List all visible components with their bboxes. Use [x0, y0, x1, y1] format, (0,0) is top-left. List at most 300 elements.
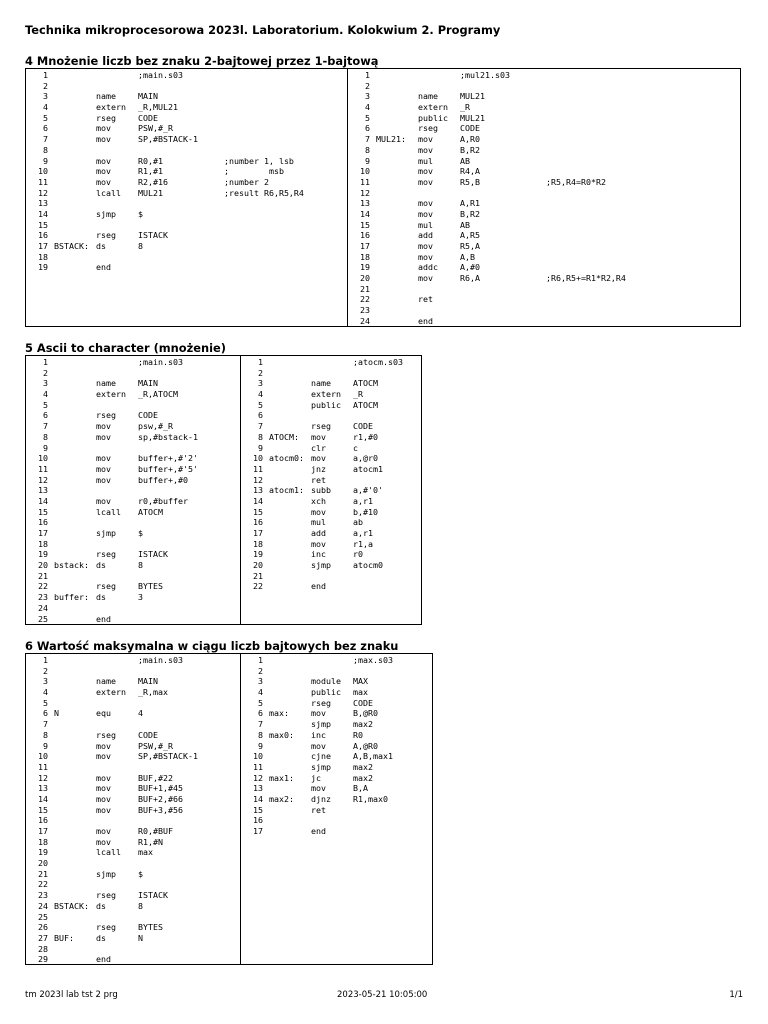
code-line	[241, 368, 421, 379]
operand: r1,a	[353, 538, 373, 549]
line-number: 15	[253, 804, 263, 815]
code-line	[241, 773, 432, 784]
mnemonic: mul	[311, 517, 326, 528]
code-line	[26, 368, 240, 379]
mnemonic: end	[96, 954, 111, 965]
operand: 4	[138, 708, 143, 719]
line-number: 23	[360, 305, 370, 316]
operand: max2	[353, 719, 373, 730]
mnemonic: rseg	[96, 581, 116, 592]
code-line	[26, 890, 240, 901]
mul21-s03-listing	[347, 69, 740, 326]
line-number: 10	[253, 751, 263, 762]
code-line	[26, 666, 240, 677]
code-line	[241, 762, 432, 773]
line-number: 17	[38, 528, 48, 538]
comment: ;result R6,R5,R4	[224, 187, 304, 198]
code-line	[241, 826, 432, 837]
line-number: 6	[43, 708, 48, 719]
code-line	[241, 805, 432, 816]
mnemonic: public	[311, 687, 341, 698]
operand: max2	[353, 772, 373, 783]
line-number: 23	[38, 890, 48, 901]
code-line	[26, 922, 240, 933]
mnemonic: extern	[96, 389, 126, 400]
operand: $	[138, 208, 143, 219]
line-number: 9	[43, 740, 48, 751]
operand: B,A	[353, 783, 368, 794]
code-line	[26, 156, 347, 167]
mnemonic: mov	[311, 708, 326, 719]
operand: 8	[138, 900, 143, 911]
code-line	[26, 198, 347, 209]
line-number: 25	[38, 911, 48, 922]
mnemonic: mov	[418, 144, 433, 155]
mnemonic: sjmp	[311, 719, 331, 730]
line-number: 22	[38, 879, 48, 890]
mnemonic: mov	[311, 506, 326, 517]
operand: 3	[138, 592, 143, 603]
code-line	[26, 794, 240, 805]
operand: atocm0	[353, 560, 383, 571]
line-number: 12	[253, 474, 263, 485]
code-line	[26, 252, 347, 263]
operand: psw,#_R	[138, 421, 173, 432]
code-line	[241, 794, 432, 805]
operand: PSW,#_R	[138, 740, 173, 751]
code-line	[241, 410, 421, 421]
mnemonic: extern	[96, 687, 126, 698]
line-number: 2	[43, 80, 48, 91]
code-line	[241, 528, 421, 539]
operand: ATOCM	[353, 378, 378, 389]
mnemonic: jc	[311, 772, 321, 783]
line-number: 18	[38, 538, 48, 549]
mnemonic: sjmp	[96, 208, 116, 219]
line-number: 24	[38, 900, 48, 911]
code-line	[26, 730, 240, 741]
line-number: 6	[365, 123, 370, 134]
atocm-s03-listing	[240, 356, 421, 624]
operand: buffer+,#'2'	[138, 453, 198, 464]
mnemonic: mov	[96, 463, 111, 474]
mnemonic: mov	[96, 836, 111, 847]
code-line	[26, 741, 240, 752]
mnemonic: mul	[418, 219, 433, 230]
line-number: 17	[38, 826, 48, 836]
code-line	[26, 188, 347, 199]
mnemonic: rseg	[96, 230, 116, 241]
code-line	[26, 858, 240, 869]
code-line	[26, 549, 240, 560]
mnemonic: mov	[311, 538, 326, 549]
footer-page-number: 1/1	[729, 990, 743, 1000]
mnemonic: mov	[311, 431, 326, 442]
code-line	[26, 698, 240, 709]
operand: ISTACK	[138, 890, 168, 901]
mnemonic: sjmp	[311, 560, 331, 571]
code-line	[26, 837, 240, 848]
line-number: 5	[365, 112, 370, 123]
label: BSTACK:	[54, 900, 89, 911]
mnemonic: rseg	[96, 890, 116, 901]
operand: _R,MUL21	[138, 102, 178, 113]
line-number: 20	[38, 560, 48, 571]
code-line	[26, 123, 347, 134]
line-number: 13	[38, 198, 48, 209]
line-number: 15	[38, 219, 48, 230]
code-line	[241, 539, 421, 550]
line-number: 9	[258, 740, 263, 751]
code-line	[26, 166, 347, 177]
comment: ;R5,R4=R0*R2	[546, 176, 606, 187]
line-number: 16	[38, 815, 48, 826]
code-line	[241, 421, 421, 432]
operand: N	[138, 932, 143, 943]
mnemonic: mov	[96, 123, 111, 134]
mnemonic: mov	[96, 740, 111, 751]
operand: ISTACK	[138, 549, 168, 560]
label: bstack:	[54, 560, 89, 571]
line-number: 20	[360, 273, 370, 284]
line-number: 15	[253, 506, 263, 517]
line-number: 11	[360, 176, 370, 187]
code-line	[241, 676, 432, 687]
line-number: 2	[365, 80, 370, 91]
mnemonic: lcall	[96, 187, 121, 198]
mnemonic: mul	[418, 155, 433, 166]
line-number: 7	[258, 421, 263, 432]
code-line	[241, 443, 421, 454]
code-line	[26, 571, 240, 582]
code-line	[26, 507, 240, 518]
operand: R5,B	[460, 176, 480, 187]
operand: a,r1	[353, 528, 373, 538]
comment: ;number 1, lsb	[224, 155, 294, 166]
mnemonic: ret	[311, 804, 326, 815]
code-line	[26, 592, 240, 603]
line-number: 5	[43, 697, 48, 708]
operand: MAIN	[138, 676, 158, 687]
code-line	[26, 901, 240, 912]
operand: MAIN	[138, 378, 158, 389]
operand: A,#0	[460, 262, 480, 273]
line-number: 5	[258, 399, 263, 410]
operand: A,R0	[460, 134, 480, 145]
code-line	[348, 198, 740, 209]
operand: _R,ATOCM	[138, 389, 178, 400]
main-s03-listing	[26, 654, 240, 964]
mnemonic: lcall	[96, 847, 121, 858]
line-number: 3	[43, 378, 48, 389]
line-number: 8	[258, 729, 263, 740]
mnemonic: add	[418, 230, 433, 241]
mnemonic: rseg	[311, 697, 331, 708]
code-line	[348, 220, 740, 231]
mnemonic: mov	[418, 208, 433, 219]
mnemonic: equ	[96, 708, 111, 719]
line-number: 16	[253, 517, 263, 528]
line-number: 11	[38, 761, 48, 772]
mnemonic: mov	[96, 134, 111, 145]
label: max:	[269, 708, 289, 719]
line-number: 21	[38, 570, 48, 581]
section-6-code-table	[25, 653, 433, 965]
code-line	[26, 719, 240, 730]
line-number: 2	[43, 367, 48, 378]
code-line	[241, 719, 432, 730]
code-line	[26, 560, 240, 571]
operand: AB	[460, 219, 470, 230]
line-number: 4	[365, 102, 370, 113]
line-number: 11	[38, 463, 48, 474]
code-line	[348, 177, 740, 188]
mnemonic: inc	[311, 729, 326, 740]
operand: R1,max0	[353, 793, 388, 804]
operand: BYTES	[138, 922, 163, 933]
code-line	[241, 815, 432, 826]
line-number: 18	[253, 538, 263, 549]
code-line	[26, 528, 240, 539]
mnemonic: mov	[418, 176, 433, 187]
code-line	[348, 156, 740, 167]
operand: R0,#1	[138, 155, 163, 166]
code-line	[241, 357, 421, 368]
label: atocm0:	[269, 453, 304, 464]
mnemonic: public	[418, 112, 448, 123]
mnemonic: mov	[418, 134, 433, 145]
operand: CODE	[138, 112, 158, 123]
code-line	[26, 539, 240, 550]
code-line	[348, 166, 740, 177]
operand: r0	[353, 549, 363, 560]
main-s03-listing	[26, 69, 347, 326]
code-line	[26, 847, 240, 858]
line-number: 22	[360, 294, 370, 305]
mnemonic: mov	[96, 155, 111, 166]
line-number: 24	[360, 315, 370, 326]
line-number: 9	[43, 155, 48, 166]
code-line	[26, 517, 240, 528]
mnemonic: module	[311, 676, 341, 687]
line-number: 20	[38, 858, 48, 869]
code-line	[26, 134, 347, 145]
code-line	[348, 209, 740, 220]
mnemonic: ret	[311, 474, 326, 485]
line-number: 12	[360, 187, 370, 198]
line-number: 22	[253, 581, 263, 592]
mnemonic: mov	[96, 772, 111, 783]
code-line	[26, 443, 240, 454]
operand: R0	[353, 729, 363, 740]
label: N	[54, 708, 59, 719]
code-line	[348, 262, 740, 273]
mnemonic: mov	[418, 198, 433, 209]
code-line	[26, 230, 347, 241]
mnemonic: add	[311, 528, 326, 538]
line-number: 8	[43, 729, 48, 740]
mnemonic: name	[96, 378, 116, 389]
code-line	[241, 464, 421, 475]
line-number: 7	[258, 719, 263, 730]
line-number: 10	[38, 751, 48, 762]
mnemonic: mov	[96, 453, 111, 464]
operand: CODE	[460, 123, 480, 134]
line-number: 11	[253, 463, 263, 474]
section-4-heading: 4 Mnożenie liczb bez znaku 2-bajtowej przez 1-bajtową	[25, 54, 379, 68]
line-number: 10	[360, 166, 370, 177]
code-line	[348, 70, 740, 81]
code-line	[348, 188, 740, 199]
operand: BUF+3,#56	[138, 804, 183, 815]
line-number: 4	[43, 687, 48, 698]
line-number: 4	[43, 102, 48, 113]
mnemonic: rseg	[311, 421, 331, 432]
line-number: 19	[360, 262, 370, 273]
mnemonic: rseg	[418, 123, 438, 134]
label: BUF:	[54, 932, 74, 943]
operand: ;mul21.s03	[460, 70, 510, 80]
max-s03-listing	[240, 654, 432, 964]
code-line	[348, 102, 740, 113]
section-6-heading: 6 Wartość maksymalna w ciągu liczb bajtowych bez znaku	[25, 639, 399, 653]
code-line	[348, 316, 740, 327]
code-line	[26, 944, 240, 955]
label: max0:	[269, 729, 294, 740]
line-number: 16	[253, 815, 263, 826]
mnemonic: mov	[96, 751, 111, 762]
line-number: 15	[38, 804, 48, 815]
line-number: 27	[38, 932, 48, 943]
mnemonic: cjne	[311, 751, 331, 762]
code-line	[26, 869, 240, 880]
code-line	[241, 507, 421, 518]
mnemonic: ds	[96, 900, 106, 911]
operand: buffer+,#'5'	[138, 463, 198, 474]
code-line	[348, 113, 740, 124]
operand: c	[353, 442, 358, 453]
line-number: 11	[38, 176, 48, 187]
code-line	[241, 730, 432, 741]
code-line	[241, 666, 432, 677]
code-line	[26, 912, 240, 923]
mnemonic: sjmp	[311, 761, 331, 772]
line-number: 12	[253, 772, 263, 783]
line-number: 22	[38, 581, 48, 592]
operand: b,#10	[353, 506, 378, 517]
mnemonic: mov	[418, 166, 433, 177]
label: atocm1:	[269, 485, 304, 496]
code-line	[26, 432, 240, 443]
line-number: 6	[43, 410, 48, 421]
label: ATOCM:	[269, 431, 299, 442]
line-number: 13	[253, 783, 263, 794]
mnemonic: ds	[96, 560, 106, 571]
mnemonic: rseg	[96, 112, 116, 123]
operand: MUL21	[460, 112, 485, 123]
code-line	[241, 389, 421, 400]
line-number: 1	[43, 357, 48, 367]
code-line	[26, 475, 240, 486]
operand: B,R2	[460, 208, 480, 219]
mnemonic: mov	[418, 273, 433, 284]
operand: _R	[353, 389, 363, 400]
line-number: 7	[43, 134, 48, 145]
code-line	[26, 145, 347, 156]
code-line	[241, 741, 432, 752]
line-number: 10	[38, 453, 48, 464]
code-line	[26, 708, 240, 719]
mnemonic: mov	[311, 740, 326, 751]
operand: max	[138, 847, 153, 858]
mnemonic: addc	[418, 262, 438, 273]
line-number: 7	[365, 134, 370, 145]
mnemonic: subb	[311, 485, 331, 496]
line-number: 13	[360, 198, 370, 209]
code-line	[26, 357, 240, 368]
line-number: 3	[258, 676, 263, 687]
line-number: 12	[38, 187, 48, 198]
line-number: 5	[258, 697, 263, 708]
line-number: 9	[365, 155, 370, 166]
operand: max	[353, 687, 368, 698]
line-number: 1	[43, 655, 48, 665]
operand: ;main.s03	[138, 357, 183, 367]
line-number: 23	[38, 592, 48, 603]
code-line	[26, 421, 240, 432]
mnemonic: name	[96, 91, 116, 102]
line-number: 2	[258, 665, 263, 676]
line-number: 9	[43, 442, 48, 453]
mnemonic: lcall	[96, 506, 121, 517]
code-line	[26, 496, 240, 507]
mnemonic: mov	[96, 495, 111, 506]
line-number: 13	[253, 485, 263, 496]
line-number: 24	[38, 602, 48, 613]
code-line	[348, 145, 740, 156]
line-number: 14	[253, 793, 263, 804]
code-line	[26, 783, 240, 794]
mnemonic: name	[418, 91, 438, 102]
comment: ;number 2	[224, 176, 269, 187]
mnemonic: rseg	[96, 729, 116, 740]
operand: R1,#1	[138, 166, 163, 177]
code-line	[26, 91, 347, 102]
line-number: 21	[38, 868, 48, 879]
operand: _R	[460, 102, 470, 113]
mnemonic: mov	[311, 783, 326, 794]
line-number: 5	[43, 399, 48, 410]
section-5-heading: 5 Ascii to character (mnożenie)	[25, 341, 226, 355]
code-line	[241, 432, 421, 443]
line-number: 13	[38, 485, 48, 496]
line-number: 3	[43, 91, 48, 102]
operand: R4,A	[460, 166, 480, 177]
code-line	[241, 400, 421, 411]
code-line	[26, 389, 240, 400]
line-number: 7	[43, 719, 48, 730]
line-number: 18	[360, 251, 370, 262]
line-number: 26	[38, 922, 48, 933]
operand: ISTACK	[138, 230, 168, 241]
mnemonic: sjmp	[96, 868, 116, 879]
line-number: 19	[38, 262, 48, 273]
code-line	[26, 81, 347, 92]
code-line	[241, 453, 421, 464]
line-number: 11	[253, 761, 263, 772]
operand: PSW,#_R	[138, 123, 173, 134]
code-line	[241, 708, 432, 719]
